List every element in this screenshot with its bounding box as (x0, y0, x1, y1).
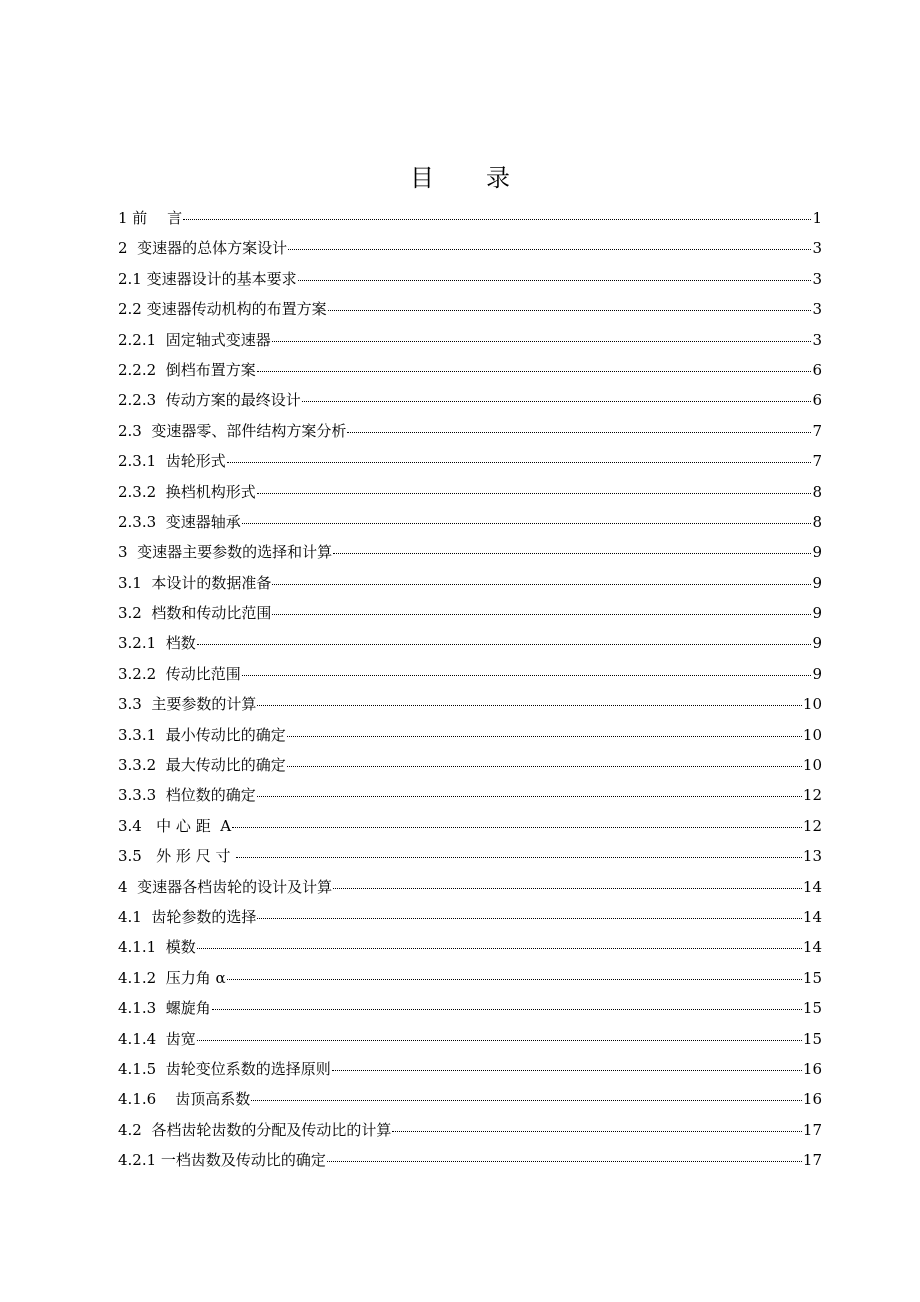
toc-dot-leader (236, 856, 802, 858)
toc-dot-leader (227, 978, 802, 980)
toc-entry-page-number: 3 (812, 269, 822, 288)
toc-dot-leader (287, 765, 802, 767)
toc-entry-label: 4.1 齿轮参数的选择 (118, 907, 257, 926)
toc-list (118, 203, 822, 1176)
toc-dot-leader (232, 826, 802, 828)
toc-entry-page-number: 8 (812, 512, 822, 531)
toc-entry-label: 3.1 本设计的数据准备 (118, 573, 272, 592)
toc-entry-label: 3.5 外 形 尺 寸 (118, 847, 236, 866)
toc-dot-leader (272, 583, 811, 585)
toc-entry[interactable] (118, 233, 822, 263)
toc-title: 目 录 (410, 164, 524, 192)
toc-entry[interactable] (118, 932, 822, 962)
toc-entry-page-number: 15 (802, 1029, 822, 1048)
toc-entry[interactable] (118, 355, 822, 385)
toc-entry-label: 3.3.2 最大传动比的确定 (118, 756, 286, 775)
toc-entry-page-number: 7 (812, 421, 822, 440)
toc-entry-page-number: 9 (812, 604, 822, 623)
toc-entry-label: 4.1.1 模数 (118, 938, 196, 957)
toc-dot-leader (197, 643, 812, 645)
toc-entry-page-number: 3 (812, 330, 822, 349)
toc-entry-page-number: 12 (802, 786, 822, 805)
toc-entry-page-number: 3 (812, 300, 822, 319)
toc-entry[interactable] (118, 993, 822, 1023)
toc-entry-page-number: 6 (812, 360, 822, 379)
toc-entry-label: 2.2.2 倒档布置方案 (118, 360, 256, 379)
toc-entry[interactable] (118, 1024, 822, 1054)
toc-entry-page-number: 17 (802, 1120, 822, 1139)
toc-entry-label: 2.1 变速器设计的基本要求 (118, 269, 297, 288)
toc-entry-page-number: 6 (812, 391, 822, 410)
toc-entry-label: 3.2.1 档数 (118, 634, 196, 653)
toc-entry[interactable] (118, 963, 822, 993)
toc-dot-leader (242, 522, 812, 524)
toc-dot-leader (197, 947, 802, 949)
toc-dot-leader (333, 552, 811, 554)
toc-entry-page-number: 12 (802, 816, 822, 835)
toc-dot-leader (333, 887, 802, 889)
toc-entry-label: 2.2.3 传动方案的最终设计 (118, 391, 301, 410)
toc-entry[interactable] (118, 264, 822, 294)
toc-dot-leader (257, 795, 802, 797)
toc-entry[interactable] (118, 416, 822, 446)
toc-entry[interactable] (118, 720, 822, 750)
toc-dot-leader (298, 279, 812, 281)
toc-entry-label: 4.1.2 压力角 α (118, 968, 226, 987)
toc-entry[interactable] (118, 689, 822, 719)
toc-entry[interactable] (118, 750, 822, 780)
toc-entry-page-number: 3 (812, 239, 822, 258)
toc-entry-label: 2.3.3 变速器轴承 (118, 512, 241, 531)
toc-entry[interactable] (118, 659, 822, 689)
toc-entry-page-number: 14 (802, 938, 822, 957)
toc-entry-label: 3 变速器主要参数的选择和计算 (118, 543, 333, 562)
toc-entry-page-number: 13 (802, 847, 822, 866)
toc-entry-page-number: 10 (802, 725, 822, 744)
toc-entry[interactable] (118, 477, 822, 507)
toc-entry-page-number: 9 (812, 634, 822, 653)
toc-entry[interactable] (118, 537, 822, 567)
toc-entry[interactable] (118, 446, 822, 476)
toc-entry-page-number: 7 (812, 452, 822, 471)
toc-entry-label: 3.2.2 传动比范围 (118, 664, 241, 683)
toc-dot-leader (251, 1099, 802, 1101)
toc-dot-leader (328, 309, 812, 311)
toc-dot-leader (197, 1039, 802, 1041)
toc-dot-leader (347, 431, 811, 433)
toc-dot-leader (332, 1069, 802, 1071)
toc-dot-leader (212, 1008, 802, 1010)
toc-dot-leader (242, 674, 812, 676)
toc-entry[interactable] (118, 598, 822, 628)
toc-dot-leader (287, 735, 802, 737)
toc-dot-leader (257, 704, 802, 706)
toc-entry-page-number: 16 (802, 1090, 822, 1109)
toc-entry-label: 2 变速器的总体方案设计 (118, 239, 288, 258)
toc-entry[interactable] (118, 325, 822, 355)
toc-entry-label: 2.2 变速器传动机构的布置方案 (118, 300, 327, 319)
toc-entry-label: 3.4 中 心 距 A (118, 816, 232, 835)
toc-entry[interactable] (118, 811, 822, 841)
toc-entry-page-number: 14 (802, 877, 822, 896)
toc-entry-label: 4.2 各档齿轮齿数的分配及传动比的计算 (118, 1120, 392, 1139)
toc-entry-label: 4.1.6 齿顶高系数 (118, 1090, 251, 1109)
toc-dot-leader (257, 917, 802, 919)
toc-entry[interactable] (118, 1054, 822, 1084)
toc-entry-page-number: 9 (812, 573, 822, 592)
toc-entry-page-number: 16 (802, 1059, 822, 1078)
toc-entry-page-number: 17 (802, 1151, 822, 1170)
toc-entry-label: 2.3.2 换档机构形式 (118, 482, 256, 501)
toc-entry-label: 2.3.1 齿轮形式 (118, 452, 226, 471)
toc-entry-page-number: 10 (802, 695, 822, 714)
toc-entry-label: 4.1.4 齿宽 (118, 1029, 196, 1048)
toc-dot-leader (302, 400, 812, 402)
toc-entry[interactable] (118, 294, 822, 324)
toc-entry-label: 2.2.1 固定轴式变速器 (118, 330, 271, 349)
toc-entry-page-number: 9 (812, 664, 822, 683)
toc-dot-leader (227, 461, 812, 463)
toc-entry[interactable] (118, 568, 822, 598)
toc-entry[interactable] (118, 1084, 822, 1114)
toc-entry-label: 1 前 言 (118, 209, 183, 227)
toc-entry-label: 4.2.1 一档齿数及传动比的确定 (118, 1151, 326, 1170)
toc-entry[interactable] (118, 872, 822, 902)
toc-dot-leader (272, 613, 811, 615)
toc-entry-page-number: 15 (802, 999, 822, 1018)
toc-entry-page-number: 9 (812, 543, 822, 562)
toc-entry-page-number: 14 (802, 907, 822, 926)
toc-entry[interactable] (118, 628, 822, 658)
toc-entry-label: 4.1.3 螺旋角 (118, 999, 211, 1018)
toc-entry-label: 4.1.5 齿轮变位系数的选择原则 (118, 1059, 331, 1078)
toc-dot-leader (327, 1160, 802, 1162)
toc-entry[interactable] (118, 507, 822, 537)
toc-entry[interactable] (118, 841, 822, 871)
toc-dot-leader (257, 492, 812, 494)
toc-dot-leader (257, 370, 812, 372)
toc-entry-label: 3.3.1 最小传动比的确定 (118, 725, 286, 744)
toc-entry[interactable] (118, 780, 822, 810)
toc-entry-label: 3.3 主要参数的计算 (118, 695, 257, 714)
toc-entry-page-number: 8 (812, 482, 822, 501)
toc-entry-label: 2.3 变速器零、部件结构方案分析 (118, 421, 347, 440)
toc-entry-page-number: 15 (802, 968, 822, 987)
toc-entry-label: 4 变速器各档齿轮的设计及计算 (118, 877, 333, 896)
toc-entry-page-number: 10 (802, 756, 822, 775)
toc-entry-page-number: 1 (812, 209, 822, 227)
toc-entry[interactable] (118, 1145, 822, 1175)
toc-entry-label: 3.2 档数和传动比范围 (118, 604, 272, 623)
toc-dot-leader (392, 1130, 802, 1132)
toc-entry[interactable] (118, 1115, 822, 1145)
toc-dot-leader (183, 218, 811, 220)
toc-dot-leader (288, 248, 811, 250)
toc-entry[interactable] (118, 902, 822, 932)
toc-entry[interactable] (118, 203, 822, 233)
toc-entry[interactable] (118, 385, 822, 415)
toc-entry-label: 3.3.3 档位数的确定 (118, 786, 256, 805)
toc-dot-leader (272, 340, 812, 342)
